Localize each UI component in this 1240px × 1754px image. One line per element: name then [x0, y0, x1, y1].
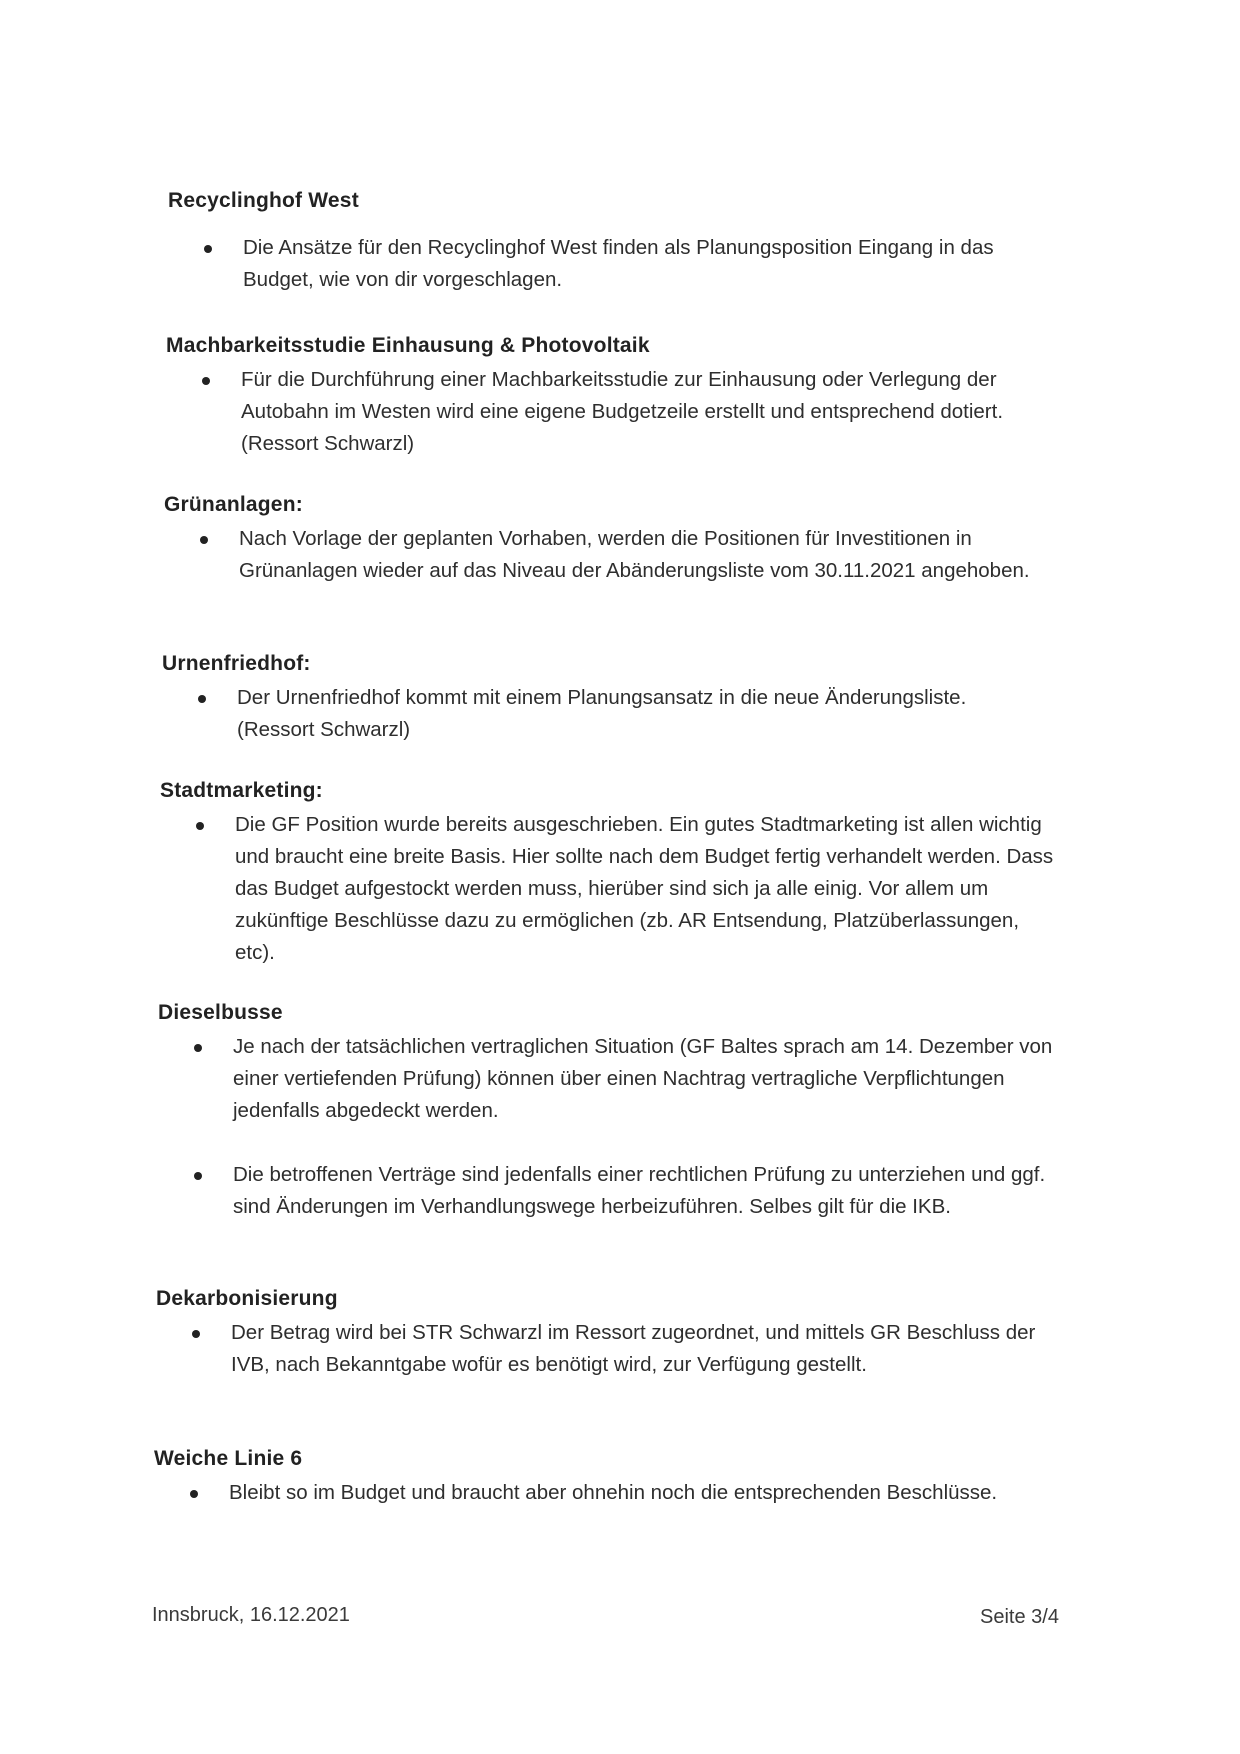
section-heading: Stadtmarketing: — [160, 779, 323, 802]
bullet-list — [162, 682, 1042, 746]
bullet-list — [160, 809, 1060, 969]
section-urnenfriedhof — [162, 650, 1042, 746]
bullet-item: Die GF Position wurde bereits ausgeschrieben. Ein gutes Stadtmarketing ist allen wichtig und braucht eine breite Basis. Hier sollte nach dem Budget fertig verhandelt werden. Dass das Budget aufgestockt werden muss, hierüber sind sich ja alle einig. Vor allem um zukünftige Beschlüsse dazu zu ermöglichen (zb. AR Entsendung, Platzüberlassungen, etc). — [160, 809, 1060, 969]
section-heading: Grünanlagen: — [164, 493, 303, 516]
bullet-item: Die Ansätze für den Recyclinghof West finden als Planungsposition Eingang in das Budget, wie von dir vorgeschlagen. — [168, 232, 1048, 296]
footer-page-number: Seite 3/4 — [980, 1606, 1059, 1628]
section-dekarbonisierung — [156, 1285, 1056, 1381]
bullet-item: Je nach der tatsächlichen vertraglichen Situation (GF Baltes sprach am 14. Dezember von einer vertiefenden Prüfung) können über einen Nachtrag vertragliche Verpflichtungen jedenfalls abgedeckt werden. — [158, 1031, 1063, 1127]
bullet-item: Nach Vorlage der geplanten Vorhaben, werden die Positionen für Investitionen in Grünanlagen wieder auf das Niveau der Abänderungsliste vom 30.11.2021 angehoben. — [164, 523, 1044, 587]
bullet-list — [154, 1477, 1064, 1509]
section-gruenanlagen — [164, 491, 1044, 587]
bullet-list — [156, 1317, 1056, 1381]
bullet-item: Die betroffenen Verträge sind jedenfalls einer rechtlichen Prüfung zu unterziehen und ggf. sind Änderungen im Verhandlungswege herbeizuführen. Selbes gilt für die IKB. — [158, 1159, 1063, 1223]
bullet-list — [164, 523, 1044, 587]
section-dieselbusse — [158, 999, 1063, 1223]
bullet-list — [158, 1031, 1063, 1223]
footer-place-date: Innsbruck, 16.12.2021 — [152, 1604, 350, 1626]
section-stadtmarketing — [160, 777, 1060, 969]
section-heading: Dekarbonisierung — [156, 1287, 338, 1310]
section-recyclinghof-west — [168, 187, 1048, 296]
section-heading: Urnenfriedhof: — [162, 652, 311, 675]
bullet-item: Der Urnenfriedhof kommt mit einem Planungsansatz in die neue Änderungsliste. (Ressort Schwarzl) — [162, 682, 1042, 746]
section-heading: Weiche Linie 6 — [154, 1447, 303, 1470]
section-heading: Recyclinghof West — [168, 189, 359, 212]
bullet-list — [166, 364, 1076, 460]
bullet-item: Bleibt so im Budget und braucht aber ohnehin noch die entsprechenden Beschlüsse. — [154, 1477, 1064, 1509]
section-machbarkeitsstudie — [166, 332, 1076, 460]
bullet-item: Für die Durchführung einer Machbarkeitsstudie zur Einhausung oder Verlegung der Autobahn im Westen wird eine eigene Budgetzeile erstellt und entsprechend dotiert. (Ressort Schwarzl) — [166, 364, 1076, 460]
bullet-item: Der Betrag wird bei STR Schwarzl im Ressort zugeordnet, und mittels GR Beschluss der IVB, nach Bekanntgabe wofür es benötigt wird, zur Verfügung gestellt. — [156, 1317, 1056, 1381]
section-weiche-linie-6 — [154, 1445, 1064, 1509]
section-heading: Machbarkeitsstudie Einhausung & Photovoltaik — [166, 334, 650, 357]
section-heading: Dieselbusse — [158, 1001, 283, 1024]
bullet-list — [168, 232, 1048, 296]
